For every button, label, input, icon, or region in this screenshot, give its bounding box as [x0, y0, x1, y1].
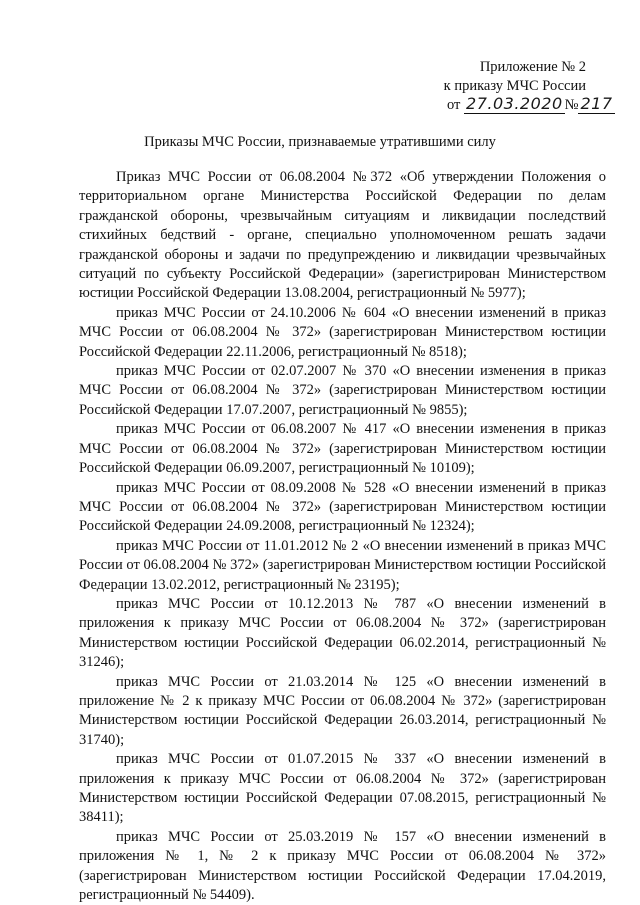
date-prefix: от	[447, 97, 461, 113]
document-body	[79, 168, 606, 905]
handwritten-number: 217	[580, 94, 613, 113]
appendix-title: Приложение № 2	[479, 59, 586, 75]
order-paragraph: приказ МЧС России от 21.03.2014 № 125 «О внесении изменений в приложение № 2 к приказу МЧС России от 06.08.2004 № 372» (зарегистрирован Министерством юстиции Российской Федерации 26.03.2014, регистрационный № 31740);	[79, 673, 606, 748]
order-paragraph: приказ МЧС России от 25.03.2019 № 157 «О внесении изменений в приложения № 1, № 2 к приказу МЧС России от 06.08.2004 № 372» (зарегистрирован Министерством юстиции Российской Федерации 17.04.2019, регистрационный № 54409).	[79, 828, 606, 904]
handwritten-date: 27.03.2020	[466, 94, 563, 113]
order-paragraph: приказ МЧС России от 08.09.2008 № 528 «О внесении изменений в приказ МЧС России от 06.08.2004 № 372» (зарегистрирован Министерством юстиции Российской Федерации 24.09.2008, регистрационный № 12324);	[79, 479, 606, 535]
number-sign: №	[564, 97, 579, 113]
order-paragraph: приказ МЧС России от 10.12.2013 № 787 «О внесении изменений в приложения к приказу МЧС России от 06.08.2004 № 372» (зарегистрирован Министерством юстиции Российской Федерации 06.02.2014, регистрационный № 31246);	[79, 595, 606, 671]
appendix-order-reference: к приказу МЧС России	[443, 77, 586, 94]
order-paragraph: приказ МЧС России от 02.07.2007 № 370 «О внесении изменения в приказ МЧС России от 06.08.2004 № 372» (зарегистрирован Министерством юстиции Российской Федерации 17.07.2007, регистрационный № 9855);	[79, 363, 606, 418]
order-paragraph: Приказ МЧС России от 06.08.2004 №372 «Об утверждении Положения о территориальном органе Министерства Российской Федерации по делам гражданской обороны, чрезвычайным ситуациям и ликвидации последствий стихийных бедствий - органе, специально уполномоченном решать задачи гражданской обороны и задачи по предупреждению и ликвидации чрезвычайных ситуаций по субъекту Российской Федерации» (зарегистрирован Министерством юстиции Российской Федерации 13.08.2004, регистрационный № 5977);	[79, 169, 606, 302]
order-paragraph: приказ МЧС России от 06.08.2007 № 417 «О внесении изменения в приказ МЧС России от 06.08.2004 № 372» (зарегистрирован Министерством юстиции Российской Федерации 06.09.2007, регистрационный № 10109);	[79, 421, 606, 477]
document-title: Приказы МЧС России, признаваемые утратившими силу	[144, 134, 496, 150]
order-paragraph: приказ МЧС России от 24.10.2006 № 604 «О внесении изменений в приказ МЧС России от 06.08.2004 № 372» (зарегистрирован Министерством юстиции Российской Федерации 22.11.2006, регистрационный № 8518);	[79, 304, 606, 360]
order-paragraph: приказ МЧС России от 01.07.2015 № 337 «О внесении изменений в приложения к приказу МЧС России от 06.08.2004 № 372» (зарегистрирован Министерством юстиции Российской Федерации 07.08.2015, регистрационный № 38411);	[79, 751, 606, 826]
appendix-header	[400, 58, 613, 115]
appendix-date-line	[400, 94, 613, 115]
order-paragraph: приказ МЧС России от 11.01.2012 № 2 «О внесении изменений в приказ МЧС России от 06.08.2004 № 372» (зарегистрирован Министерством юстиции Российской Федерации 13.02.2012, регистрационный № 23195);	[79, 537, 606, 593]
